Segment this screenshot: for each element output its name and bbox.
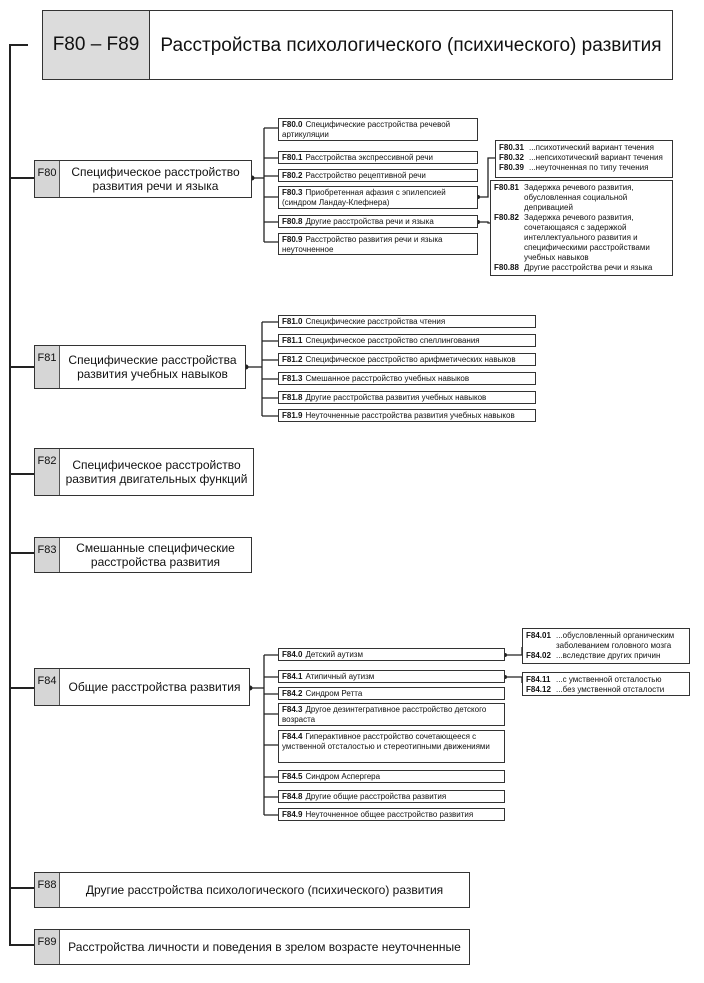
category-name: Специфическое расстройство развития речи и языка — [71, 165, 240, 193]
subcategory-f81-2 — [278, 353, 536, 366]
subcategory-code: F84.0 — [282, 650, 303, 659]
category-f89 — [34, 929, 470, 965]
subcategory-f84-9 — [278, 808, 505, 821]
subcategory-code: F80.1 — [282, 153, 303, 162]
header-box — [42, 10, 673, 80]
detail-code: F84.01 — [526, 631, 551, 640]
subcategory-f81-8 — [278, 391, 536, 404]
category-f82 — [34, 448, 254, 496]
subcategory-text: Специфические расстройства речевой артикуляции — [282, 120, 451, 139]
subcategory-code: F80.3 — [282, 188, 303, 197]
subcategory-f84-0 — [278, 648, 505, 661]
subcategory-code: F84.4 — [282, 732, 303, 741]
subcategory-f80-8 — [278, 215, 478, 228]
subcategory-code: F80.0 — [282, 120, 303, 129]
category-code: F82 — [35, 449, 60, 495]
subcategory-text: Другие расстройства речи и языка — [305, 217, 434, 226]
subcategory-text: Другие общие расстройства развития — [305, 792, 447, 801]
category-code: F81 — [35, 346, 60, 388]
header-title: Расстройства психологического (психического) развития — [160, 34, 662, 56]
category-code: F88 — [35, 873, 60, 907]
detail-row — [494, 183, 669, 213]
detail-box-f84-0 — [522, 628, 690, 664]
subcategory-f80-9 — [278, 233, 478, 255]
subcategory-f80-3 — [278, 186, 478, 209]
subcategory-f80-0 — [278, 118, 478, 141]
detail-box-f80-8 — [490, 180, 673, 276]
subcategory-f84-1 — [278, 670, 505, 683]
subcategory-code: F84.8 — [282, 792, 303, 801]
subcategory-code: F84.2 — [282, 689, 303, 698]
category-f88 — [34, 872, 470, 908]
subcategory-text: Синдром Ретта — [305, 689, 363, 698]
category-name: Общие расстройства развития — [68, 680, 241, 694]
subcategory-f81-3 — [278, 372, 536, 385]
subcategory-f80-1 — [278, 151, 478, 164]
subcategory-f80-2 — [278, 169, 478, 182]
detail-code: F84.02 — [526, 651, 551, 660]
category-f80 — [34, 160, 252, 198]
category-name: Специфические расстройства развития учебных навыков — [68, 353, 237, 381]
detail-code: F80.88 — [494, 263, 519, 272]
detail-code: F84.11 — [526, 675, 551, 684]
subcategory-f84-8 — [278, 790, 505, 803]
subcategory-text: Другие расстройства развития учебных навыков — [305, 393, 487, 402]
category-name: Другие расстройства психологического (психического) развития — [85, 883, 444, 897]
subcategory-text: Специфические расстройства чтения — [305, 317, 446, 326]
subcategory-text: Гиперактивное расстройство сочетающееся с умственной отсталостью и стереотипными движениями — [282, 732, 490, 751]
subcategory-text: Синдром Аспергера — [305, 772, 381, 781]
subcategory-text: Детский аутизм — [305, 650, 363, 659]
detail-text: ...неуточненная по типу течения — [529, 163, 649, 172]
detail-code: F80.81 — [494, 183, 519, 192]
subcategory-code: F80.2 — [282, 171, 303, 180]
detail-text: ...непсихотический вариант течения — [529, 153, 663, 162]
subcategory-code: F84.3 — [282, 705, 303, 714]
detail-text: ...обусловленный органическим заболеванием головного мозга — [556, 631, 675, 650]
subcategory-text: Специфическое расстройство арифметических навыков — [305, 355, 516, 364]
subcategory-f84-4 — [278, 730, 505, 763]
detail-row — [499, 163, 669, 173]
category-name: Специфическое расстройство развития двигательных функций — [65, 458, 248, 486]
detail-text: ...психотический вариант течения — [529, 143, 654, 152]
category-f84 — [34, 668, 250, 706]
subcategory-text: Неуточненное общее расстройство развития — [305, 810, 474, 819]
detail-code: F80.39 — [499, 163, 524, 172]
detail-text: ...с умственной отсталостью — [556, 675, 662, 684]
category-code: F84 — [35, 669, 60, 705]
subcategory-code: F84.5 — [282, 772, 303, 781]
subcategory-text: Приобретенная афазия с эпилепсией (синдром Ландау-Клефнера) — [282, 188, 446, 207]
detail-row — [526, 631, 686, 651]
detail-row — [499, 143, 669, 153]
detail-row — [494, 213, 669, 263]
detail-box-f84-1 — [522, 672, 690, 696]
subcategory-code: F84.9 — [282, 810, 303, 819]
subcategory-f81-1 — [278, 334, 536, 347]
subcategory-f81-0 — [278, 315, 536, 328]
subcategory-text: Смешанное расстройство учебных навыков — [305, 374, 470, 383]
subcategory-code: F80.9 — [282, 235, 303, 244]
detail-row — [526, 651, 686, 661]
subcategory-f84-5 — [278, 770, 505, 783]
category-code: F89 — [35, 930, 60, 964]
subcategory-code: F81.9 — [282, 411, 303, 420]
detail-code: F80.32 — [499, 153, 524, 162]
category-f83 — [34, 537, 252, 573]
detail-code: F84.12 — [526, 685, 551, 694]
subcategory-code: F81.1 — [282, 336, 303, 345]
detail-box-f80-3 — [495, 140, 673, 178]
category-code: F83 — [35, 538, 60, 572]
detail-row — [494, 263, 669, 273]
detail-text: Задержка речевого развития, обусловленная социальной депривацией — [524, 183, 634, 212]
category-name: Смешанные специфические расстройства развития — [76, 541, 235, 569]
subcategory-f81-9 — [278, 409, 536, 422]
subcategory-text: Расстройство рецептивной речи — [305, 171, 426, 180]
subcategory-text: Неуточненные расстройства развития учебных навыков — [305, 411, 515, 420]
subcategory-code: F84.1 — [282, 672, 303, 681]
subcategory-text: Специфическое расстройство спеллингования — [305, 336, 480, 345]
detail-text: Другие расстройства речи и языка — [524, 263, 653, 272]
detail-row — [499, 153, 669, 163]
category-code: F80 — [35, 161, 60, 197]
subcategory-code: F81.2 — [282, 355, 303, 364]
subcategory-text: Другое дезинтегративное расстройство детского возраста — [282, 705, 487, 724]
header-code: F80 – F89 — [43, 11, 150, 79]
subcategory-code: F81.8 — [282, 393, 303, 402]
detail-code: F80.82 — [494, 213, 519, 222]
subcategory-text: Атипичный аутизм — [305, 672, 375, 681]
subcategory-code: F81.0 — [282, 317, 303, 326]
detail-text: ...вследствие других причин — [556, 651, 661, 660]
subcategory-code: F80.8 — [282, 217, 303, 226]
detail-text: ...без умственной отсталости — [556, 685, 665, 694]
subcategory-f84-3 — [278, 703, 505, 726]
category-f81 — [34, 345, 246, 389]
subcategory-text: Расстройства экспрессивной речи — [305, 153, 433, 162]
detail-row — [526, 685, 686, 695]
subcategory-text: Расстройство развития речи и языка неуточненное — [282, 235, 443, 254]
category-name: Расстройства личности и поведения в зрелом возрасте неуточненные — [68, 940, 461, 954]
subcategory-code: F81.3 — [282, 374, 303, 383]
detail-code: F80.31 — [499, 143, 524, 152]
detail-text: Задержка речевого развития, сочетающаяся с задержкой интеллектуального развития и специфическими расстройствами учебных навыков — [524, 213, 650, 262]
subcategory-f84-2 — [278, 687, 505, 700]
detail-row — [526, 675, 686, 685]
